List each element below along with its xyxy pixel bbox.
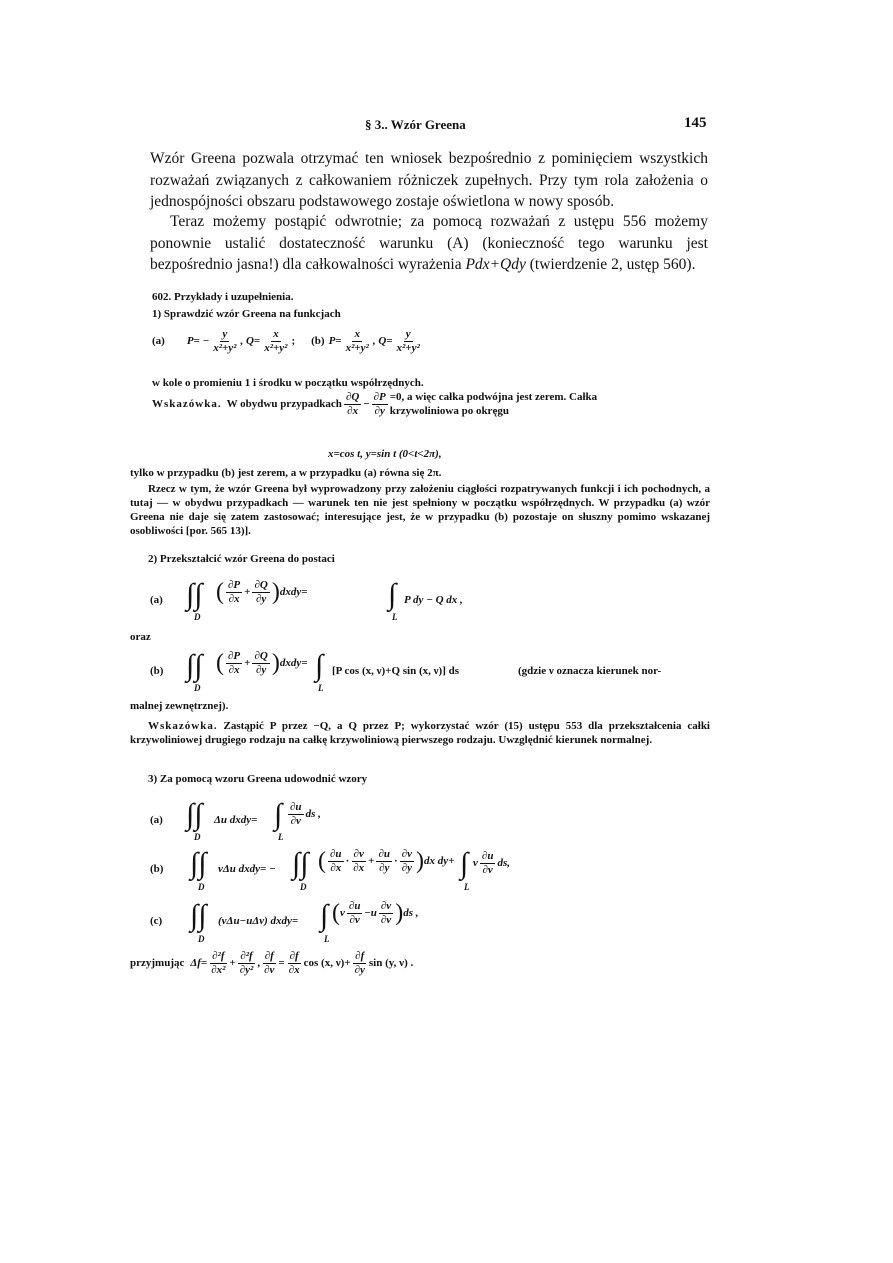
double-integral: ∫∫ (186, 649, 203, 682)
item-1-formulas: (a) P= − $\frac{y}{\text{x²+y²}}$ , Q= $\frac{x}{\text{x²+y²}}$ ; (b) P= $\frac{x}{\text{x²+y²}}$ , Q= $\frac{y}{\text{x²+y²}}$ (152, 328, 420, 354)
page-number: 145 (684, 115, 707, 131)
double-integral: ∫∫ (190, 899, 207, 932)
line-integral: ∫ (320, 899, 329, 932)
item-1-circle-text: w kole o promieniu 1 i środku w początku współrzędnych. (152, 377, 424, 389)
item-3-formula-c: (c) ∫∫ D (vΔu−uΔv) dxdy= ∫ L ( v $\frac{\partial u}{\partial\nu}$ − u $\frac{\partial v}{\partial\nu}$ ) ds , (150, 899, 419, 944)
fraction: $\frac{\partial Q}{\partial x}$ (345, 390, 360, 417)
fraction: $\frac{x}{\text{x²+y²}}$ (264, 328, 288, 354)
item-2-continuation: malnej zewnętrznej). (130, 700, 229, 712)
oraz-word: oraz (130, 631, 151, 643)
item-3-formula-a: (a) ∫∫ D Δu dxdy= ∫ L $\frac{\partial u}{\partial\nu}$ ds , (150, 798, 321, 842)
fraction: $\frac{y}{\text{x²+y²}}$ (396, 328, 420, 354)
section-heading: 602. Przykłady i uzupełnienia. (152, 291, 294, 303)
section-header: § 3.. Wzór Greena (365, 117, 466, 132)
item-2-formula-b: (b) ∫∫ D ( $\frac{\partial P}{\partial x}$ + $\frac{\partial Q}{\partial y}$ ) dxdy= ∫ L [P cos (x, ν)+Q sin (x, ν)] ds (gdzie ν oznacza kierunek nor- (150, 649, 662, 693)
item-3-assumption: przyjmując Δf= $\frac{\text{∂²f}}{\text{∂x²}}$ + $\frac{\text{∂²f}}{\text{∂y²}}$ , $\frac{\partial f}{\partial\nu}$ = $\frac{\partial f}{\partial x}$ cos (x, ν)+ $\frac{\partial f}{\partial y}$ sin (y, ν) . (130, 950, 414, 976)
label-b: (b) (311, 335, 325, 347)
item-3-title: 3) Za pomocą wzoru Greena udowodnić wzory (148, 773, 368, 785)
fraction: $\frac{\partial P}{\partial y}$ (373, 390, 386, 417)
fraction: $\frac{x}{\text{x²+y²}}$ (345, 328, 369, 354)
item-1-param: x=cos t, y=sin t (0<t<2π), (328, 448, 442, 460)
item-2-hint: Wskazówka. Zastąpić P przez −Q, a Q przez P; wykorzystać wzór (15) ustępu 553 dla przekształcenia całki krzywoliniowej drugiego rodzaju na całkę krzywoliniową pierwszego rodzaju. Uwzględnić kierunek normalnej. (130, 720, 710, 746)
double-integral: ∫∫ (190, 847, 207, 880)
fraction: $\frac{y}{\text{x²+y²}}$ (213, 328, 237, 354)
item-2-title: 2) Przekształcić wzór Greena do postaci (148, 553, 335, 565)
item-1-only-b: tylko w przypadku (b) jest zerem, a w przypadku (a) równa się 2π. (130, 467, 442, 479)
double-integral: ∫∫ (292, 847, 309, 880)
item-1-hint: Wskazówka. W obydwu przypadkach $\frac{\partial Q}{\partial x}$ − $\frac{\partial P}{\partial y}$ =0, a więc całka podwójna jest zerem. Całka krzywoliniowa po okręgu (152, 390, 598, 417)
line-integral: ∫ (388, 578, 397, 611)
line-integral: ∫ (315, 649, 324, 682)
item-1-title: 1) Sprawdzić wzór Greena na funkcjach (152, 308, 341, 320)
line-integral: ∫ (274, 798, 283, 831)
label-a: (a) (152, 335, 165, 347)
item-1-fact: Rzecz w tym, że wzór Greena był wyprowadzony przy założeniu ciągłości rozpatrywanych funkcji i ich pochodnych, a tutaj — w obydwu przypadkach — warunek ten nie jest spełniony w początku współrzędnych. W przypadku (a) wzór Greena nie daje się zatem zastosować; interesujące jest, że w przypadku (b) pozostaje on słuszny pomimo wskazanej osobliwości [por. 565 13)]. (130, 483, 710, 537)
item-3-formula-b: (b) ∫∫ D vΔu dxdy= − ∫∫ D ( $\frac{\partial u}{\partial x}$ · $\frac{\partial v}{\partial x}$ + $\frac{\partial u}{\partial y}$ · $\frac{\partial v}{\partial y}$ ) dx dy+ ∫ L v $\frac{\partial u}{\partial\nu}$ ds, (150, 847, 510, 892)
double-integral: ∫∫ (186, 798, 203, 831)
line-integral: ∫ (460, 847, 469, 880)
intro-paragraph-1: Wzór Greena pozwala otrzymać ten wniosek bezpośrednio z pominięciem wszystkich rozważań związanych z całkowaniem różniczek zupełnych. Przy tym rola założenia o jednospójności obszaru podstawowego zostaje oświetlona w nowy sposób. (150, 150, 708, 210)
item-2-formula-a: (a) ∫∫ D ( $\frac{\partial P}{\partial x}$ + $\frac{\partial Q}{\partial y}$ ) dxdy= ∫ L P dy − Q dx , (150, 578, 463, 622)
intro-paragraph-2: Teraz możemy postąpić odwrotnie; za pomocą rozważań z ustępu 556 możemy ponownie ustalić dostateczność warunku (A) (konieczność tego warunku jest bezpośrednio jasna!) dla całkowalności wyrażenia Pdx+Qdy (twierdzenie 2, ustęp 560). (150, 213, 708, 273)
double-integral: ∫∫ (186, 578, 203, 611)
